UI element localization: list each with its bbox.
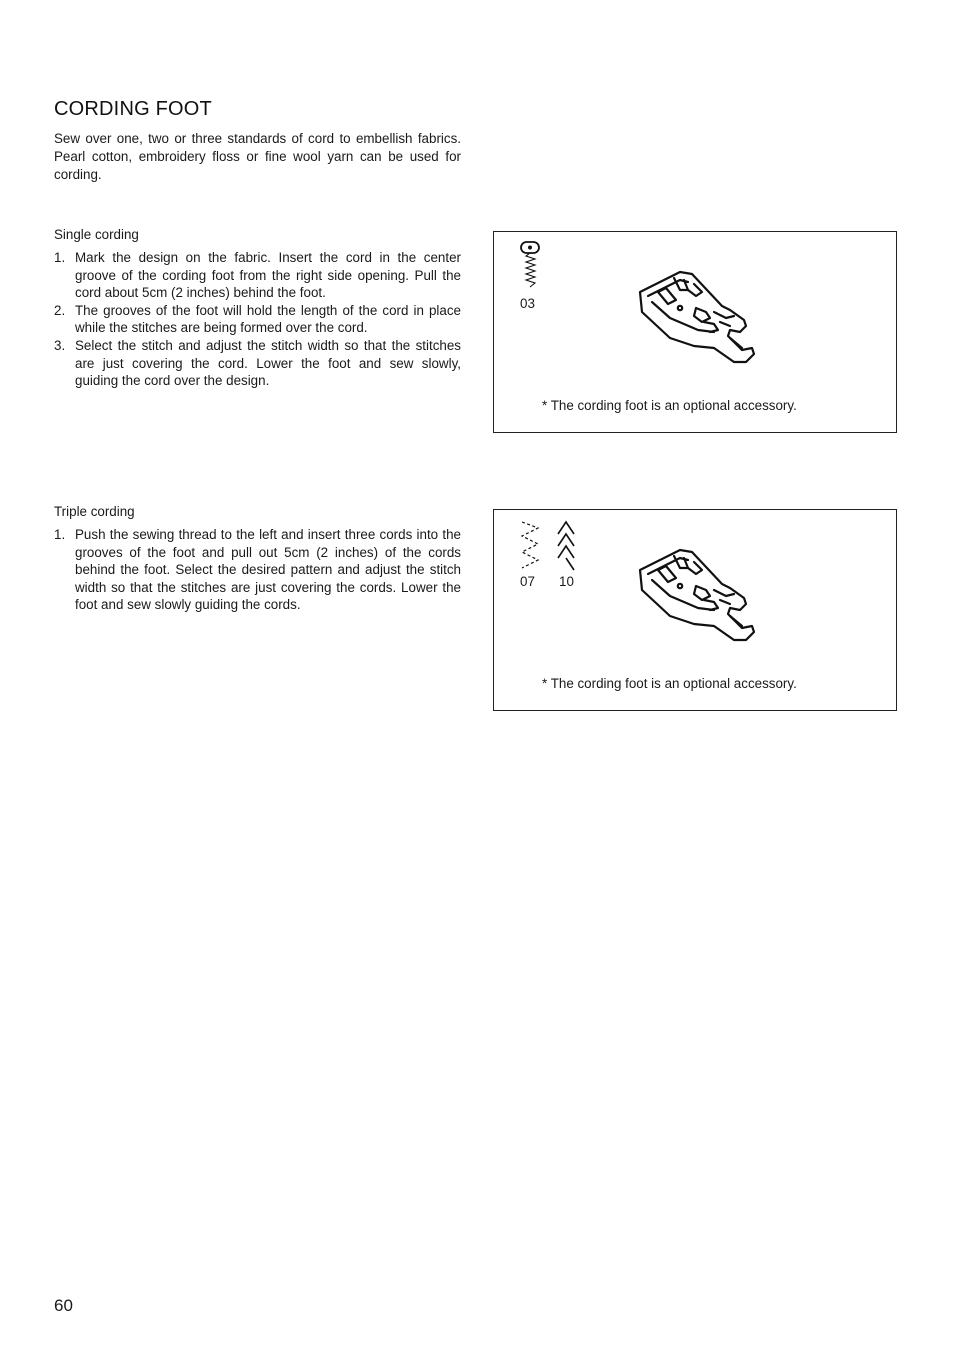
cording-foot-icon (630, 544, 760, 644)
intro-paragraph: Sew over one, two or three standards of cord to embellish fabrics. Pearl cotton, embroidery floss or fine wool yarn can be used for cording. (54, 131, 461, 182)
accessory-note: * The cording foot is an optional accessory. (542, 398, 797, 413)
step-text: The grooves of the foot will hold the length of the cord in place while the stitches are being formed over the cord. (75, 302, 461, 336)
step-item (54, 302, 461, 337)
triple-cording-steps (54, 526, 461, 614)
accessory-note: * The cording foot is an optional accessory. (542, 676, 797, 691)
stitch-number: 10 (559, 574, 574, 589)
triple-cording-figure (493, 509, 897, 711)
page-title: CORDING FOOT (54, 98, 212, 120)
step-number: 1. (54, 250, 66, 265)
step-item (54, 526, 461, 614)
page-number: 60 (54, 1296, 73, 1315)
step-item (54, 337, 461, 390)
chevron-stitch-icon (554, 520, 580, 572)
stitch-number: 03 (520, 296, 535, 311)
step-text: Select the stitch and adjust the stitch width so that the stitches are just covering the cord. Lower the foot and sew slowly, guiding the cord over the design. (75, 337, 461, 389)
step-number: 1. (54, 527, 66, 542)
stitch-number: 07 (520, 574, 535, 589)
triple-cording-heading: Triple cording (54, 504, 135, 519)
step-number: 3. (54, 337, 66, 353)
single-cording-figure (493, 231, 897, 433)
dashed-chevron-stitch-icon (518, 520, 544, 570)
single-cording-heading: Single cording (54, 227, 139, 242)
cording-foot-icon (630, 266, 760, 366)
step-text: Push the sewing thread to the left and insert three cords into the grooves of the foot and pull out 5cm (2 inches) of the cords behind the foot. Select the desired pattern and adjust the stitch width so that the stitches are just covering the cords. Lower the foot and sew slowly guiding the cords. (75, 527, 461, 613)
single-cording-steps (54, 249, 461, 390)
step-number: 2. (54, 302, 66, 318)
step-text: Mark the design on the fabric. Insert the cord in the center groove of the cording foot from the right side opening. Pull the cord about 5cm (2 inches) behind the foot. (75, 250, 461, 301)
zigzag-stitch-icon (518, 240, 544, 292)
step-item (54, 249, 461, 302)
